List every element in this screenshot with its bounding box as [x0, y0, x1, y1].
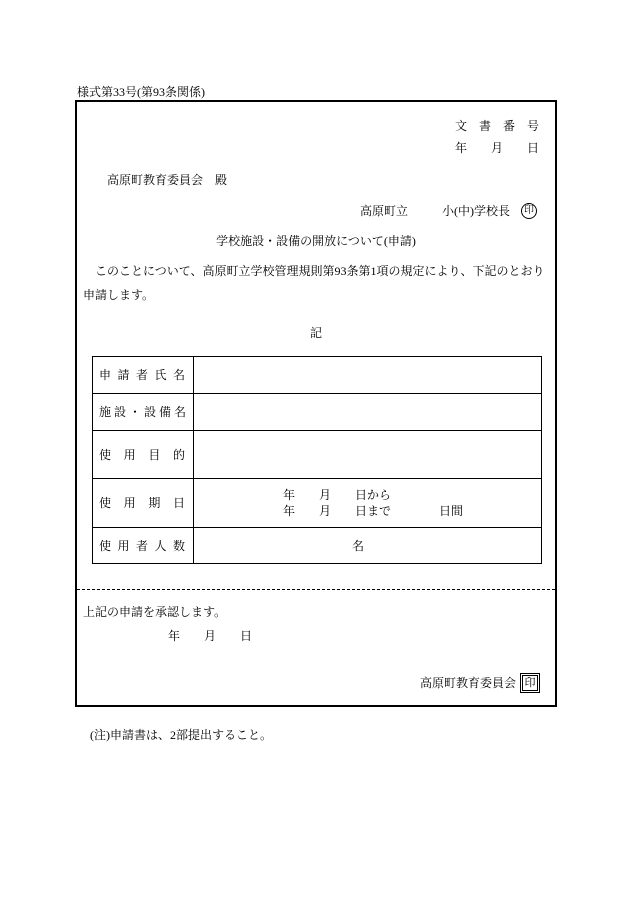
period-from-line: 年 月 日から — [283, 488, 392, 502]
approval-date: 年 月 日 — [168, 629, 253, 643]
body-line-2: 申請します。 — [83, 288, 155, 302]
table-row — [93, 357, 541, 394]
user-count-unit: 名 — [352, 538, 365, 553]
facility-name-value — [194, 394, 541, 430]
purpose-label: 使 用 目 的 — [99, 447, 185, 462]
applicant-name-label: 申 請 者 氏 名 — [99, 368, 185, 382]
application-table — [92, 356, 542, 564]
dashed-divider — [77, 589, 555, 590]
principal-seal-icon: 印 — [521, 203, 537, 219]
ki-heading: 記 — [309, 326, 322, 340]
addressee: 高原町教育委員会 殿 — [107, 173, 228, 187]
facility-name-label: 施 設 ・ 設 備 名 — [99, 405, 187, 419]
applicant-town-prefix: 高原町立 — [360, 204, 409, 218]
form-number: 様式第33号(第93条関係) — [77, 85, 205, 99]
usage-period-label: 使 用 期 日 — [99, 496, 185, 510]
table-row — [93, 479, 541, 528]
row-label-cell — [93, 357, 194, 393]
body-line-1: このことについて、高原町立学校管理規則第93条第1項の規定により、下記のとおり — [95, 264, 545, 278]
user-count-label: 使 用 者 人 数 — [99, 538, 185, 553]
row-label-cell — [93, 528, 194, 563]
table-row — [93, 394, 541, 431]
applicant-name-value — [194, 357, 541, 393]
issuer-seal-icon: 印 — [522, 675, 538, 691]
table-row — [93, 528, 541, 563]
purpose-value — [194, 431, 541, 478]
document-number-label: 文 書 番 号 — [455, 119, 540, 133]
row-label-cell — [93, 479, 194, 527]
row-label-cell — [93, 394, 194, 430]
footnote: (注)申請書は、2部提出すること。 — [90, 728, 272, 742]
row-label-cell — [93, 431, 194, 478]
approval-text: 上記の申請を承認します。 — [83, 605, 227, 619]
document-title: 学校施設・設備の開放について(申請) — [216, 234, 416, 248]
usage-period-value — [194, 479, 541, 527]
period-to-line: 年 月 日まで 日間 — [283, 504, 464, 518]
approval-issuer: 高原町教育委員会 — [420, 676, 517, 690]
applicant-school-principal: 小(中)学校長 — [442, 204, 510, 218]
user-count-value — [194, 528, 541, 563]
header-date: 年 月 日 — [455, 141, 540, 155]
table-row — [93, 431, 541, 479]
